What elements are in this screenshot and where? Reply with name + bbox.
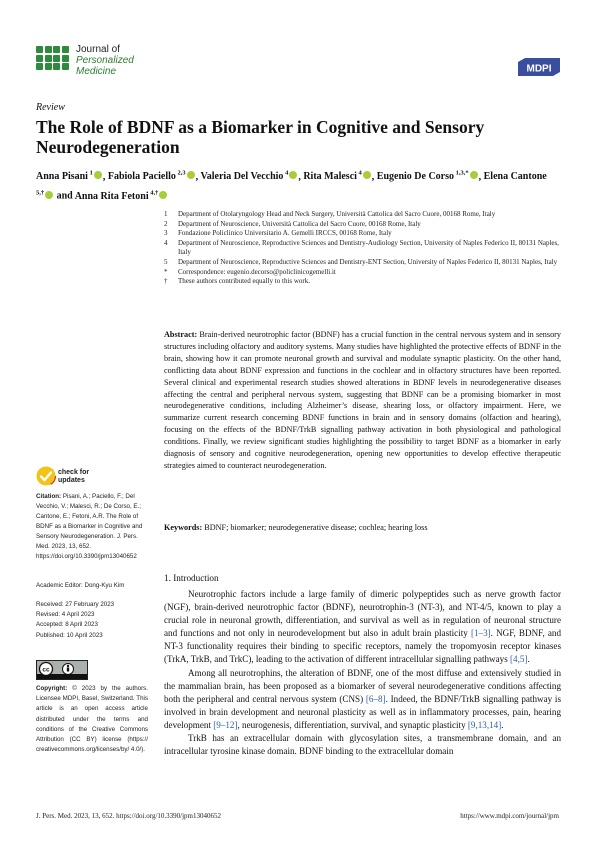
cc-by-license-icon[interactable] [36,660,88,680]
orcid-icon[interactable] [45,191,53,199]
reference-link[interactable]: [9,13,14] [467,719,502,730]
keywords [164,522,561,533]
affiliation-number: 5 [164,257,168,266]
intro-paragraph: TrkB has an extracellular domain with glycosylation sites, a transmembrane domain, and an intracellular tyrosine kinase domain. BDNF binding to the extracellular domain [164,733,561,757]
intro-paragraph: Neurotrophic factors include a large family of dimeric polypeptides such as nerve growth factor (NGF), brain-derived neurotrophic factor (BDNF), neurotrophin-3 (NT-3), and NT-4/5, known to play a crucial role in neuronal growth, differentiation, and survival as well as in regulation of neuronal structure and functions and not only in neurodevelopment but also in adult brain plasticity [1–3]. NGF, BDNF, and NT-3 functionality requires their binding to specific receptors, namely the tropomyosin receptor kinases (TrkA, TrkB, and TrkC), leading to the activation of different intracellular signalling pathways [4,5]. [164,589,562,665]
affiliation-number: 4 [164,238,168,247]
affiliation-number: 2 [164,219,168,228]
abstract-text: Brain-derived neurotrophic factor (BDNF) has a crucial function in the central nervous system and in sensory structures including olfactory and auditory systems. Many studies have highlighted the protective effects of BDNF in the brain, showing how it can promote neuronal growth and survival and modulate synaptic plasticity. On the other hand, conflicting data about BDNF expression and functions in the cochlear and in olfactory structures have been reported. Several clinical and experimental research studies showed alterations in BDNF levels in neurodegenerative diseases affecting the central and peripheral nervous system, suggesting that BDNF can be a promising biomarker in most neurodegenerative conditions, including Alzheimer’s disease, shearing loss, or olfactory impairment. Here, we summarize current research concerning BDNF functions in brain and in sensory domains (olfaction and hearing), focusing on the effects of the BDNF/TrkB signalling pathway activation in both physiological and pathological conditions. Finally, we review significant studies highlighting the possibility to target BDNF as a biomarker in early diagnosis of sensory and cognitive neurodegeneration, opening new opportunities to develop effective therapeutic strategies aimed to counteract neurodegeneration. [164,330,561,470]
journal-line2: Personalized [76,55,134,66]
author-affiliation-marker: 2,3 [175,170,186,177]
reference-link[interactable]: [6–8] [365,693,386,704]
journal-logo-icon [36,46,70,72]
copyright-text: © 2023 by the authors. Licensee MDPI, Basel, Switzerland. This article is an open access article distributed under the terms and conditions of the Creative Commons Attribution (CC BY) license (https:// creativecommons.org/licenses/by/ 4.0/). [36,685,148,754]
author [36,171,103,182]
affiliation-text: Correspondence: eugenio.decorso@policlinicogemelli.it [178,267,336,276]
affiliation-text: Fondazione Policlinico Universitario A. Gemelli IRCCS, 00168 Rome, Italy [178,229,392,238]
affiliation-item [164,210,564,220]
mdpi-logo-icon [518,58,560,76]
author-name: Fabiola Paciello [107,171,176,183]
author-affiliation-marker: 4 [283,170,289,177]
footer-citation: J. Pers. Med. 2023, 13, 652. https://doi.org/10.3390/jpm13040652 [36,812,221,820]
author-name: Rita Malesci [303,171,357,183]
author-name: Anna Pisani [36,171,88,183]
affiliation-number: 1 [164,210,168,218]
orcid-icon[interactable] [363,171,371,179]
cc-logo-icon [37,661,87,679]
author-affiliation-marker: 4,† [148,189,159,197]
received-date: Received: 27 February 2023 [36,601,115,608]
affiliation-item [164,220,564,230]
author-name: Anna Rita Fetoni [74,190,149,202]
orcid-icon[interactable] [159,191,167,199]
affiliation-item [164,277,564,287]
affiliation-number: † [164,277,168,286]
author [75,191,169,202]
affiliation-item [164,258,564,268]
citation [36,492,148,562]
citation-label: Citation: [36,493,62,500]
author [303,171,371,182]
check-updates-line1: check for [58,469,90,476]
check-updates-icon [36,466,56,486]
author-list: Anna Pisani $^1$ , Fabiola Paciello $^{2,3}$ , Valeria Del Vecchio $^4$ , Rita Malesci $^4$ , Eugenio De Corso $^{1,3,*}$ , Elena Cantone $^{5,\dagger}$ and Anna Rita Fetoni $^{4,\dagger}$ [36,170,547,202]
affiliation-text: Department of Neuroscience, Reproductive Sciences and Dentistry-Audiology Section, University of Naples Federico II, 80131 Naples, Italy [178,238,560,257]
intro-paragraph: Among all neurotrophins, the alteration of BDNF, one of the most diffuse and extensively studied in the mammalian brain, has been proposed as a biomarker of several neurodegenerative conditions affecting both the peripheral and central nervous system (CNS) [6–8]. Indeed, the BDNF/TrkB signalling pathway is involved in brain development and neuronal plasticity as well as in inflammatory processes, pain, hearing development [9–12], neurogenesis, differentiation, survival, and synaptic plasticity [9,13,14]. [164,667,561,730]
author-name: Elena Cantone [483,171,547,183]
cc-logo-text: cc [42,666,50,674]
academic-editor: Academic Editor: Dong-Kyu Kim [36,582,125,589]
author-affiliation-marker: 4 [356,170,362,177]
affiliation-item [164,239,564,258]
keywords-label: Keywords: [164,523,203,532]
section-heading: 1. Introduction [164,573,219,583]
abstract [164,329,561,472]
copyright-label: Copyright: [36,685,68,692]
keywords-text: BDNF; biomarker; neurodegenerative disease; cochlea; hearing loss [204,523,428,532]
affiliation-item [164,268,564,278]
page-title: The Role of BDNF as a Biomarker in Cognitive and Sensory Neurodegeneration [36,117,485,157]
author-affiliation-marker: 1,3,* [454,170,469,177]
check-for-updates-button[interactable] [36,466,116,490]
author-name: Eugenio De Corso [376,171,455,183]
affiliation-text: Department of Neuroscience, Reproductive Sciences and Dentistry-ENT Section, University of Naples Federico II, 80131 Naples, Italy [178,257,558,266]
journal-name [76,44,134,77]
copyright-notice [36,684,148,755]
journal-line3: Medicine [76,66,117,77]
orcid-icon[interactable] [187,171,195,179]
intro-body [164,588,561,758]
orcid-icon[interactable] [94,171,102,179]
author-name: Valeria Del Vecchio [200,171,284,183]
published-date: Published: 10 April 2023 [36,631,103,639]
footer-journal-url[interactable]: https://www.mdpi.com/journal/jpm [460,812,559,820]
author [377,171,479,182]
affiliation-number: * [164,267,168,276]
reference-link[interactable]: [9–12] [213,719,238,730]
affiliation-text: These authors contributed equally to this work. [178,277,310,286]
author-affiliation-marker: 5,† [36,189,45,197]
abstract-label: Abstract: [164,330,198,339]
author [108,171,196,182]
publication-dates [36,600,114,641]
orcid-icon[interactable] [470,171,478,179]
affiliation-text: Department of Neuroscience, Università Cattolica del Sacro Cuore, 00168 Rome, Italy [178,219,421,228]
mdpi-logo-text: MDPI [526,63,552,75]
affiliation-list [164,210,564,287]
author-affiliation-marker: 1 [87,170,93,177]
reference-link[interactable]: [4,5] [510,654,528,665]
affiliation-number: 3 [164,229,168,238]
journal-line1: Journal of [76,44,120,55]
reference-link[interactable]: [1–3] [470,628,491,639]
article-type: Review [36,102,65,113]
orcid-icon[interactable] [289,171,297,179]
citation-text: Pisani, A.; Paciello, F.; Del Vecchio, V.; Malesci, R.; De Corso, E.; Cantone, E.; Fetoni, A.R. The Role of BDNF as a Biomarker in Cognitive and Sensory Neurodegeneration. J. Pers. Med. 2023, 13, 652. https://doi.org/10.3390/jpm13040652 [36,493,143,560]
accepted-date: Accepted: 8 April 2023 [36,621,98,629]
affiliation-text: Department of Otolaryngology Head and Neck Surgery, Università Cattolica del Sacro Cuore, 00168 Rome, Italy [178,210,496,218]
check-updates-line2: updates [58,477,85,484]
author [200,171,298,182]
revised-date: Revised: 4 April 2023 [36,611,95,619]
affiliation-item [164,229,564,239]
